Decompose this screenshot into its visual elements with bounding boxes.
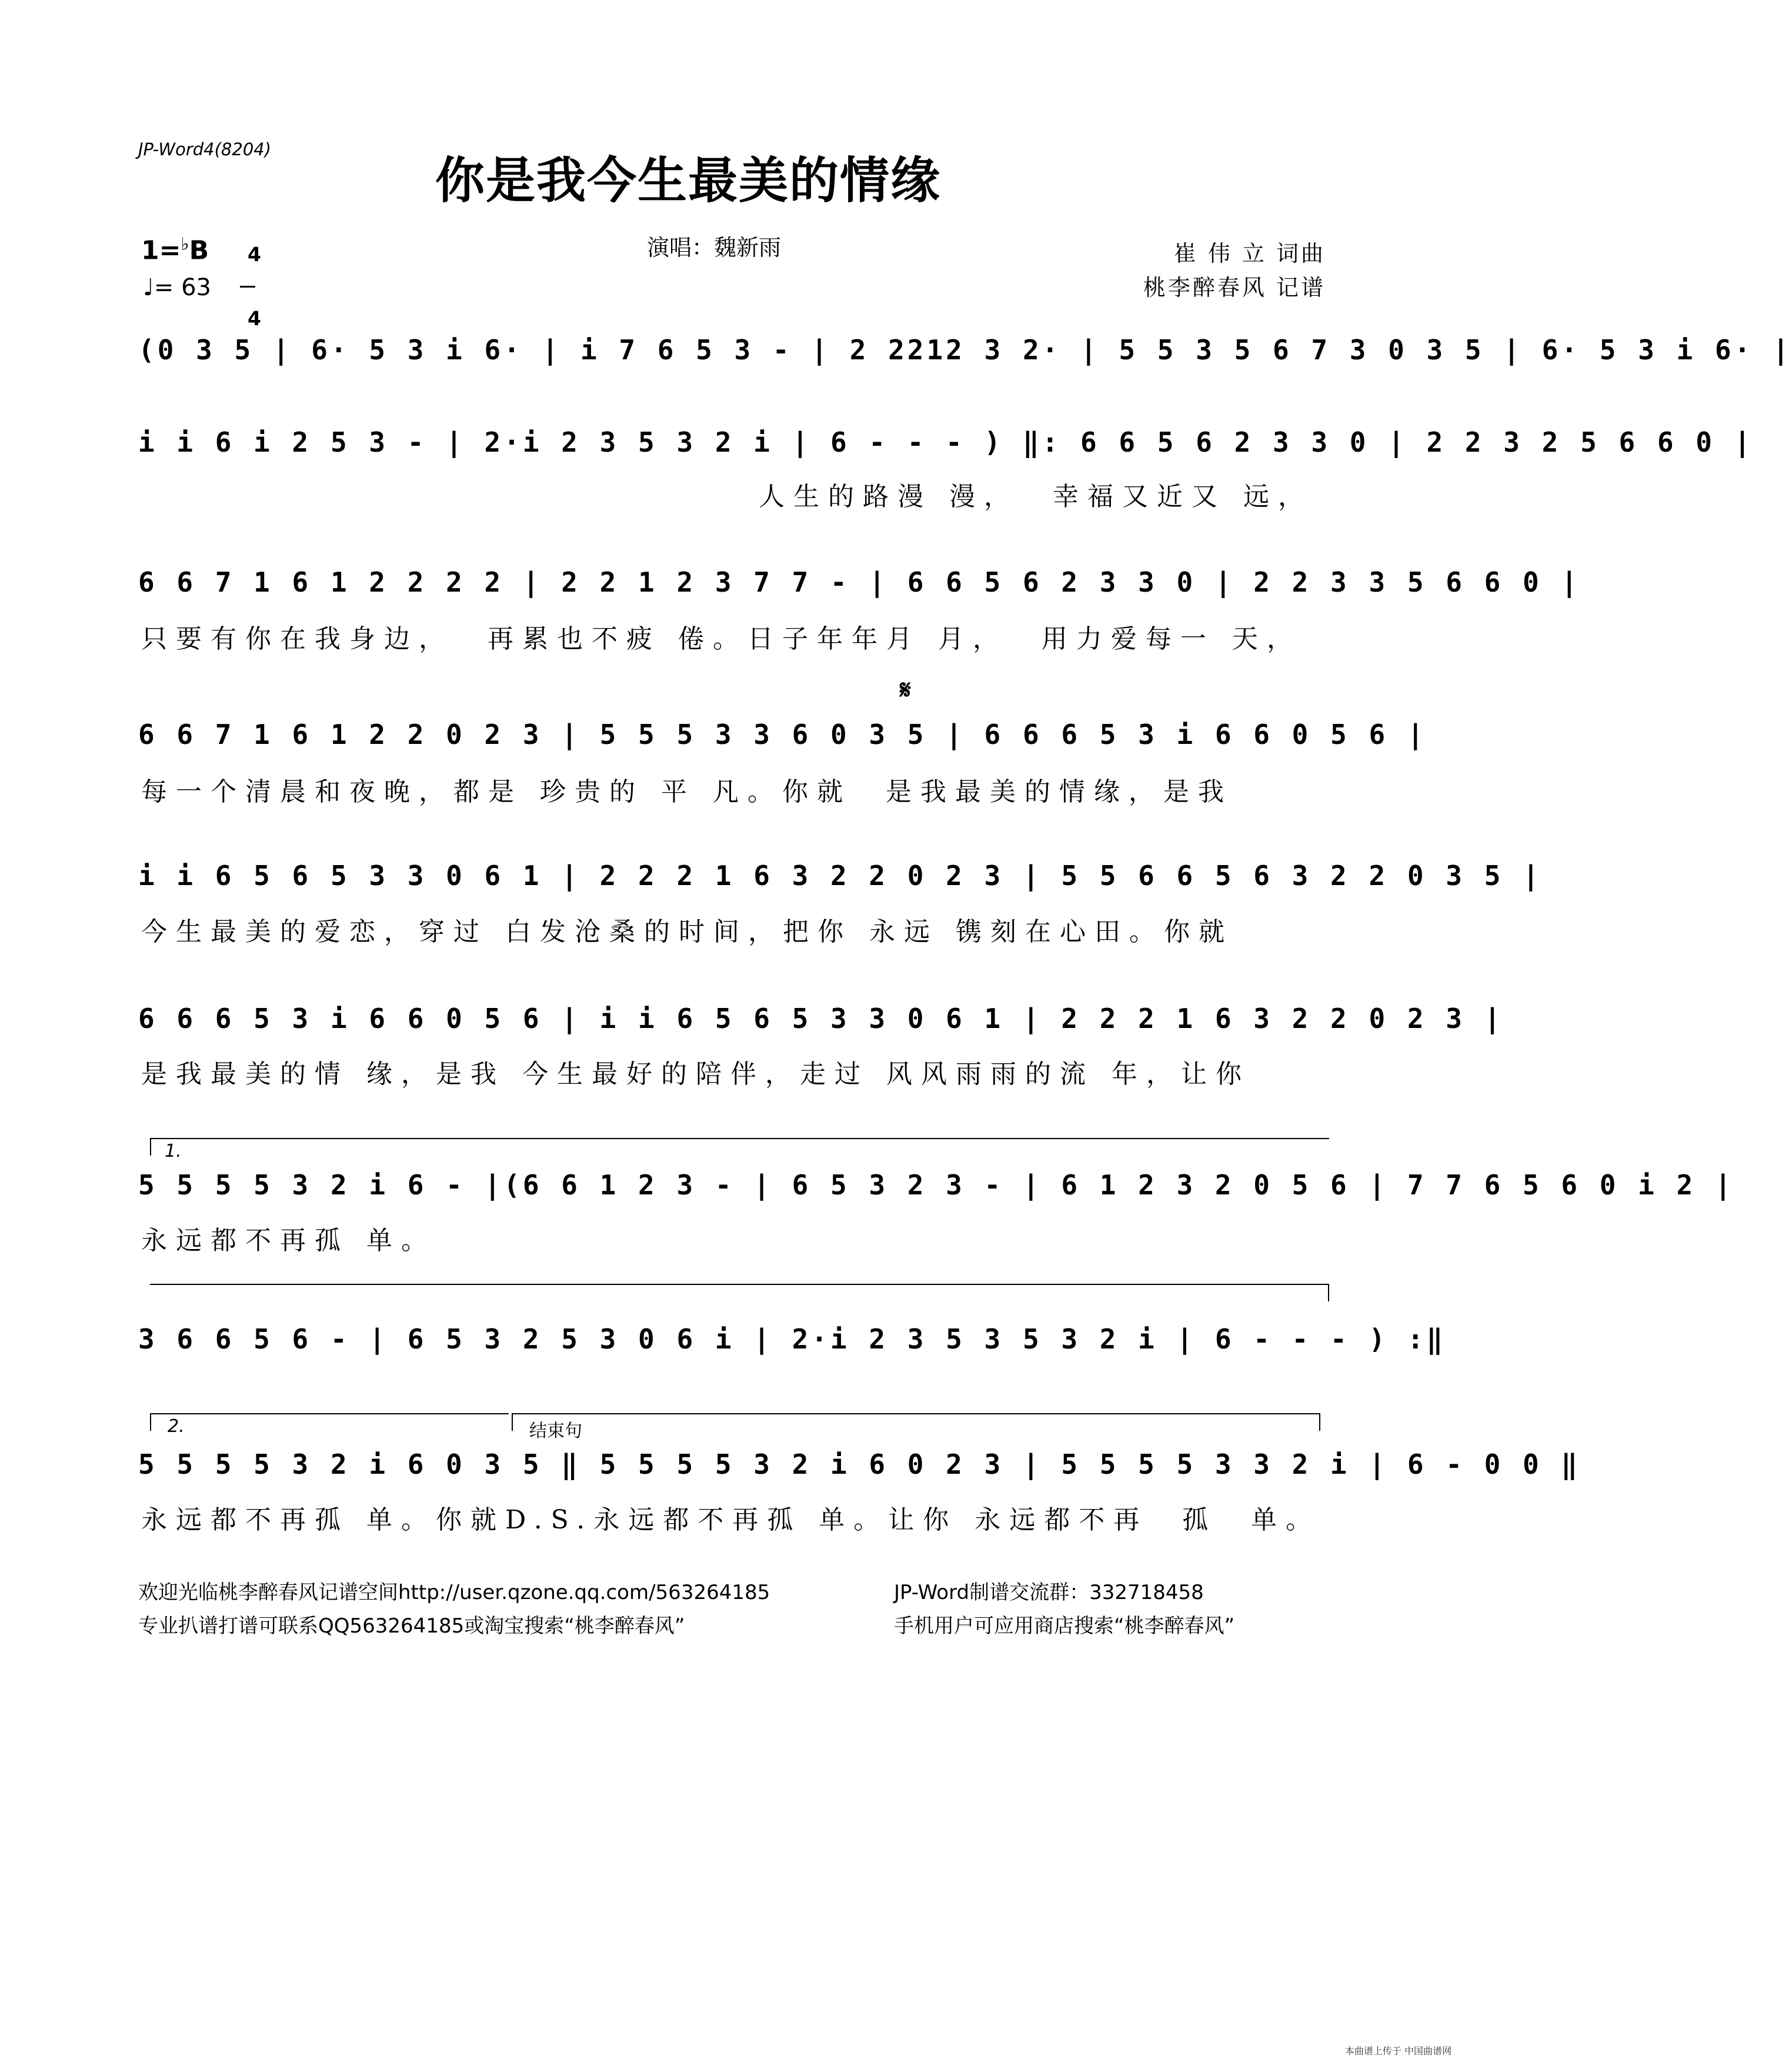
- lyric-row-7: 永远都不再孤 单。: [141, 1226, 436, 1256]
- volta-1-tick: [150, 1138, 151, 1156]
- volta-1-bracket: [150, 1138, 1329, 1139]
- footer-website: 欢迎光临桃李醉春风记谱空间http://user.qzone.qq.com/563264185: [138, 1581, 770, 1604]
- notation-row-6: 6 6 6 5 3 i 6 6 0 5 6 | i i 6 5 6 5 3 3 0 6 1 | 2 2 2 1 6 3 2 2 0 2 3 |: [138, 1003, 1504, 1034]
- song-title: 你是我今生最美的情缘: [435, 151, 942, 209]
- notation-row-7: 5 5 5 5 3 2 i 6 - |(6 6 1 2 3 - | 6 5 3 2 3 - | 6 1 2 3 2 0 5 6 | 7 7 6 5 6 0 i 2 |: [138, 1169, 1734, 1201]
- footer-group: JP-Word制谱交流群：332718458: [894, 1581, 1204, 1604]
- lyric-row-5: 今生最美的爱恋，穿过 白发沧桑的时间，把你 永远 镌刻在心田。你就: [141, 917, 1233, 947]
- volta-1-label: 1.: [165, 1141, 182, 1161]
- footer-contact: 专业扒谱打谱可联系QQ563264185或淘宝搜索“桃李醉春风”: [138, 1614, 685, 1638]
- ending-label: 结束句: [529, 1421, 582, 1441]
- lyric-row-4: 每一个清晨和夜晚，都是 珍贵的 平 凡。你就 是我最美的情缘，是我: [141, 777, 1233, 807]
- lyric-row-9: 永远都不再孤 单。你就D.S.永远都不再孤 单。让你 永远都不再 孤 单。: [141, 1505, 1321, 1535]
- segno-sign: 𝄋: [900, 675, 911, 705]
- time-top: 4: [247, 243, 261, 266]
- composer-credit: 崔 伟 立 词曲: [1173, 241, 1326, 266]
- volta-1-continuation: [150, 1284, 1329, 1285]
- time-divider: [240, 286, 255, 288]
- notation-row-9: 5 5 5 5 3 2 i 6 0 3 5 ‖ 5 5 5 5 3 2 i 6 0 2 3 | 5 5 5 5 3 3 2 i | 6 - 0 0 ‖: [138, 1448, 1581, 1480]
- ending-tick: [512, 1413, 513, 1431]
- footer-app: 手机用户可应用商店搜索“桃李醉春风”: [894, 1614, 1235, 1638]
- time-bottom: 4: [247, 307, 261, 330]
- lyric-row-3: 只要有你在我身边， 再累也不疲 倦。日子年年月 月， 用力爱每一 天，: [141, 624, 1302, 654]
- ending-bracket: [512, 1413, 1320, 1414]
- key-signature: [141, 234, 209, 266]
- volta-2-bracket: [150, 1413, 509, 1414]
- ending-end-tick: [1319, 1413, 1320, 1431]
- key-note: B: [189, 235, 209, 266]
- volta-2-tick: [150, 1413, 151, 1431]
- notation-row-3: 6 6 7 1 6 1 2 2 2 2 | 2 2 1 2 3 7 7 - | 6 6 5 6 2 3 3 0 | 2 2 3 3 5 6 6 0 |: [138, 566, 1581, 598]
- notation-row-5: i i 6 5 6 5 3 3 0 6 1 | 2 2 2 1 6 3 2 2 0 2 3 | 5 5 6 6 5 6 3 2 2 0 3 5 |: [138, 860, 1542, 892]
- singer-credit: 演唱：魏新雨: [647, 235, 782, 261]
- key-prefix: 1=: [141, 235, 181, 266]
- lyric-row-2: 人生的路漫 漫， 幸福又近又 远，: [759, 482, 1313, 512]
- notation-row-1: (0 3 5 | 6· 5 3 i 6· | i 7 6 5 3 - | 2 2212 3 2· | 5 5 3 5 6 7 3 0 3 5 | 6· 5 3 i 6· |: [138, 334, 1792, 366]
- time-signature: [234, 225, 261, 329]
- site-watermark: 本曲谱上传于 中国曲谱网: [1344, 2045, 1451, 2057]
- flat-sign: ♭: [181, 234, 189, 255]
- notation-row-8: 3 6 6 5 6 - | 6 5 3 2 5 3 0 6 i | 2·i 2 3 5 3 5 3 2 i | 6 - - - ) :‖: [138, 1323, 1446, 1355]
- volta-1-end-tick: [1328, 1284, 1329, 1301]
- lyric-row-6: 是我最美的情 缘，是我 今生最好的陪伴，走过 风风雨雨的流 年，让你: [141, 1059, 1250, 1089]
- software-label: JP-Word4(8204): [138, 139, 272, 159]
- notation-row-2: i i 6 i 2 5 3 - | 2·i 2 3 5 3 2 i | 6 - - - ) ‖: 6 6 5 6 2 3 3 0 | 2 2 3 2 5 6 6 0 |: [138, 426, 1754, 458]
- volta-2-label: 2.: [168, 1416, 185, 1437]
- tempo-mark: ♩= 63: [143, 274, 211, 301]
- notation-row-4: 6 6 7 1 6 1 2 2 0 2 3 | 5 5 5 3 3 6 0 3 5 | 6 6 6 5 3 i 6 6 0 5 6 |: [138, 719, 1427, 750]
- transcriber-credit: 桃李醉春风 记谱: [1143, 275, 1326, 301]
